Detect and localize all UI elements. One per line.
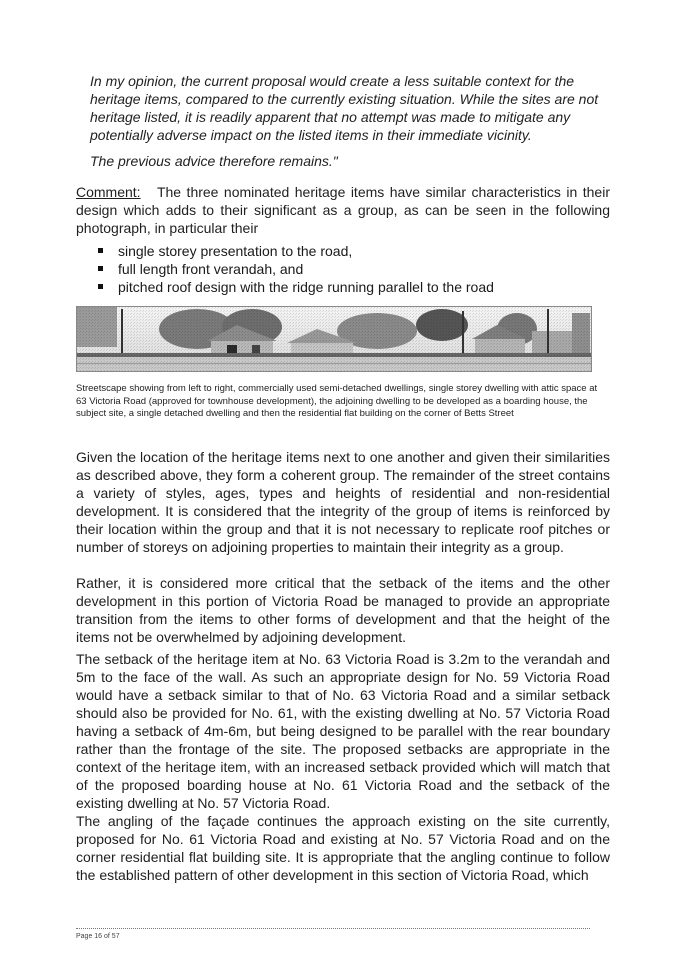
body-paragraph-3: The setback of the heritage item at No. 63 Victoria Road is 3.2m to the verandah and 5m to the face of the wall. As such an appropriate design for No. 59 Victoria Road would have a setback similar to that of No. 63 Victoria Road and a similar setback should also be provided for No. 61, with the existing dwelling at No. 57 Victoria Road having a setback of 4m-6m, but being designed to be parallel with the rear boundary rather than the frontage of the site. The proposed setbacks are appropriate in the context of the heritage item, with an increased setback provided which will match that of the proposed boarding house at No. 61 Victoria Road and the setback of the existing dwelling at No. 57 Victoria Road. <box>76 651 610 811</box>
body-paragraph-1: Given the location of the heritage items next to one another and given their similarities as described above, they form a coherent group. The remainder of the street contains a variety of styles, ages, types and heights of residential and non-residential development. It is considered that the integrity of the group of items is reinforced by their location within the group and that it is not necessary to replicate roof pitches or number of storeys on adjoining properties to maintain their integrity as a group. <box>76 449 610 555</box>
bullet-icon <box>98 248 103 253</box>
body-paragraph-4: The angling of the façade continues the approach existing on the site currently, proposed for No. 61 Victoria Road and existing at No. 57 Victoria Road and on the corner residential flat building site. It is appropriate that the angling continue to follow the established pattern of other development in this section of Victoria Road, which <box>76 813 610 883</box>
comment-label: Comment: <box>76 184 141 200</box>
streetscape-image <box>77 307 591 371</box>
quote-paragraph-2: The previous advice therefore remains." <box>90 153 338 169</box>
streetscape-photo <box>76 306 592 372</box>
footer-divider <box>76 928 590 929</box>
bullet-icon <box>98 266 103 271</box>
bullet-icon <box>98 284 103 289</box>
list-item: single storey presentation to the road, <box>96 242 494 260</box>
list-item: full length front verandah, and <box>96 260 494 278</box>
comment-text: The three nominated heritage items have similar characteristics in their design which adds to their significant as a group, as can be seen in the following photograph, in particular their <box>76 184 610 236</box>
characteristics-list <box>96 242 494 296</box>
comment-paragraph <box>76 183 610 237</box>
quote-paragraph-1: In my opinion, the current proposal would create a less suitable context for the heritage items, compared to the currently existing situation. While the sites are not heritage listed, it is readily apparent that no attempt was made to mitigate any potentially adverse impact on the listed items in their immediate vicinity. <box>90 73 599 143</box>
page-number: Page 16 of 57 <box>76 933 120 940</box>
body-paragraph-2: Rather, it is considered more critical that the setback of the items and the other development in this portion of Victoria Road be managed to provide an appropriate transition from the items to other forms of development and that the height of the items not be overwhelmed by adjoining development. <box>76 575 610 645</box>
list-item: pitched roof design with the ridge running parallel to the road <box>96 278 494 296</box>
photo-caption: Streetscape showing from left to right, commercially used semi-detached dwellings, single storey dwelling with attic space at 63 Victoria Road (approved for townhouse development), the adjoining dwelling to be developed as a boarding house, the subject site, a single detached dwelling and then the residential flat building on the corner of Betts Street <box>76 383 598 419</box>
